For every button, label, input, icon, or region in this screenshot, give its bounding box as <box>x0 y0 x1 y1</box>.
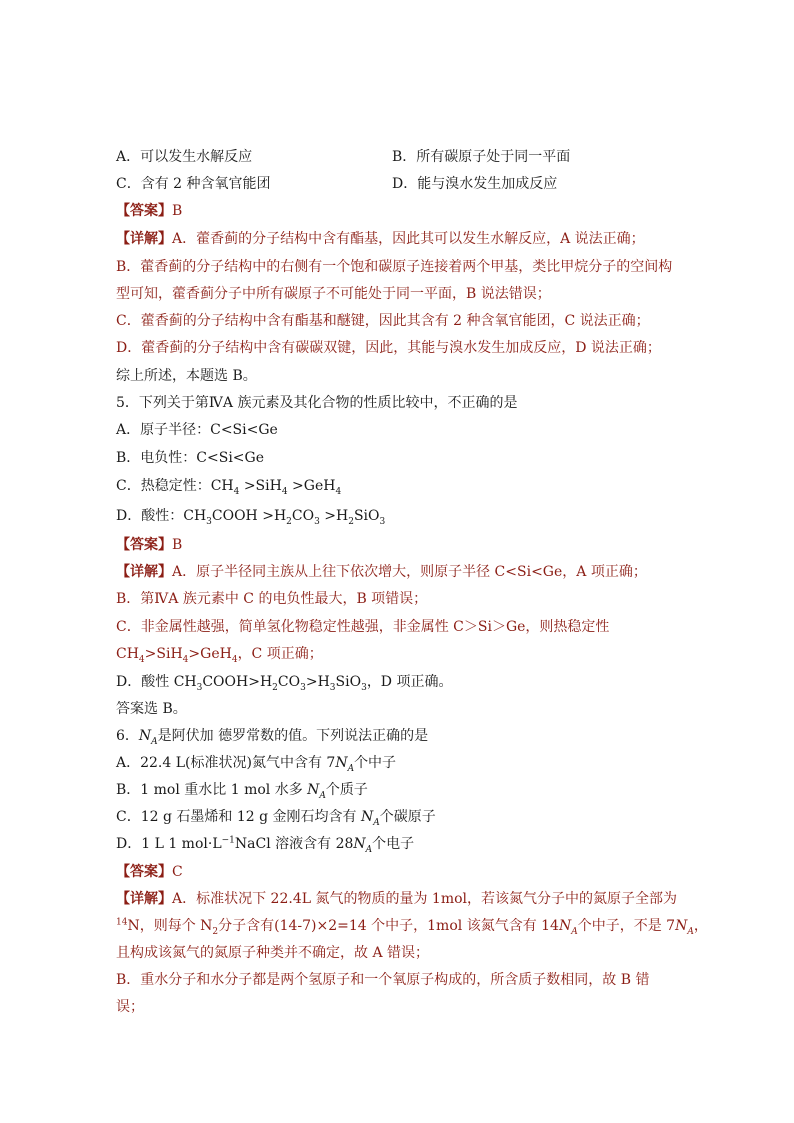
q5-option-b: B．电负性：C<Si<Ge <box>116 450 264 466</box>
q5-detail-a: 【详解】A．原子半径同主族从上往下依次增大，则原子半径 C<Si<Ge，A 项正确； <box>116 564 647 580</box>
q4-detail-a: 【详解】A．藿香蓟的分子结构中含有酯基，因此其可以发生水解反应，A 说法正确； <box>116 231 645 247</box>
answer-label: 【答案】 <box>116 864 172 880</box>
q4-option-d: D．能与溴水发生加成反应 <box>392 176 558 192</box>
answer-value: B <box>172 203 183 219</box>
q4-option-a: A．可以发生水解反应 <box>116 149 253 165</box>
q4-option-c: C．含有 2 种含氧官能团 <box>116 176 271 192</box>
q5-detail-d: D．酸性 $CH_3COOH>H_2CO_3>H_3SiO_3$，D 项正确。 <box>116 674 453 693</box>
q4-detail-c: C．藿香蓟的分子结构中含有酯基和醚键，因此其含有 2 种含氧官能团，C 说法正确； <box>116 313 650 329</box>
answer-value: C <box>172 864 183 880</box>
q6-option-d: D．1 L 1 $mol\cdot L^{-1}NaCl$ 溶液含有 $28N_A$个电子 <box>116 835 415 855</box>
q5-option-a: A．原子半径：C<Si<Ge <box>116 422 278 438</box>
q5-option-c: C．热稳定性：$CH_4 >SiH_4 >GeH_4$ <box>116 478 342 497</box>
q6-detail-a3: 且构成该氮气的氮原子种类并不确定，故 A 错误； <box>116 945 430 961</box>
q5-final: 答案选 B。 <box>116 701 187 717</box>
q4-detail-b2: 型可知，藿香蓟分子中所有碳原子不可能处于同一平面，B 说法错误； <box>116 286 551 302</box>
q4-answer <box>116 201 182 221</box>
detail-label: 【详解】 <box>116 564 172 580</box>
q6-detail-a2: $^{14}$N，则每个 $N_2$分子含有(14-7)×2=14 个中子，1mol 该氮气含有 $14N_A$个中子，不是 $7N_A$， <box>116 917 708 937</box>
answer-label: 【答案】 <box>116 203 172 219</box>
detail-label: 【详解】 <box>116 891 172 907</box>
q6-option-c: C．12 g 石墨烯和 12 g 金刚石均含有 $N_A$个碳原子 <box>116 809 436 828</box>
q5-answer <box>116 535 182 555</box>
q5-detail-c1: C．非金属性越强，简单氢化物稳定性越强，非金属性 C＞Si＞Ge，则热稳定性 <box>116 619 610 635</box>
q6-detail-b2: 误； <box>116 999 144 1015</box>
q4-detail-d: D．藿香蓟的分子结构中含有碳碳双键，因此，其能与溴水发生加成反应，D 说法正确； <box>116 340 661 356</box>
answer-label: 【答案】 <box>116 537 172 553</box>
q6-detail-a1: 【详解】A．标准状况下 22.4L 氮气的物质的量为 1mol，若该氮气分子中的氮原子全部为 <box>116 891 678 907</box>
q5-stem: 5．下列关于第ⅣA 族元素及其化合物的性质比较中，不正确的是 <box>116 395 518 411</box>
q6-answer <box>116 862 183 882</box>
answer-value: B <box>172 537 183 553</box>
q4-summary: 综上所述，本题选 B。 <box>116 368 257 384</box>
q5-detail-c2: $CH_4>SiH_4>GeH_4$，C 项正确； <box>116 646 323 665</box>
q4-detail-b1: B．藿香蓟的分子结构中的右侧有一个饱和碳原子连接着两个甲基，类比甲烷分子的空间构 <box>116 259 673 275</box>
q6-detail-b1: B．重水分子和水分子都是两个氢原子和一个氧原子构成的，所含质子数相同，故 B 错 <box>116 972 650 988</box>
q6-option-a: A．22.4 L(标准状况)氮气中含有 $7N_A$个中子 <box>116 755 397 774</box>
q5-option-d: D．酸性：$CH_3COOH >H_2CO_3 >H_2SiO_3$ <box>116 508 386 527</box>
detail-label: 【详解】 <box>116 231 172 247</box>
q5-detail-b: B．第ⅣA 族元素中 C 的电负性最大，B 项错误； <box>116 591 428 607</box>
q6-stem: 6．$N_A$是阿伏加 德罗常数的值。下列说法正确的是 <box>116 728 429 747</box>
q4-option-b: B．所有碳原子处于同一平面 <box>392 149 571 165</box>
q6-option-b: B．1 mol 重水比 1 mol 水多 $N_A$个质子 <box>116 782 368 801</box>
